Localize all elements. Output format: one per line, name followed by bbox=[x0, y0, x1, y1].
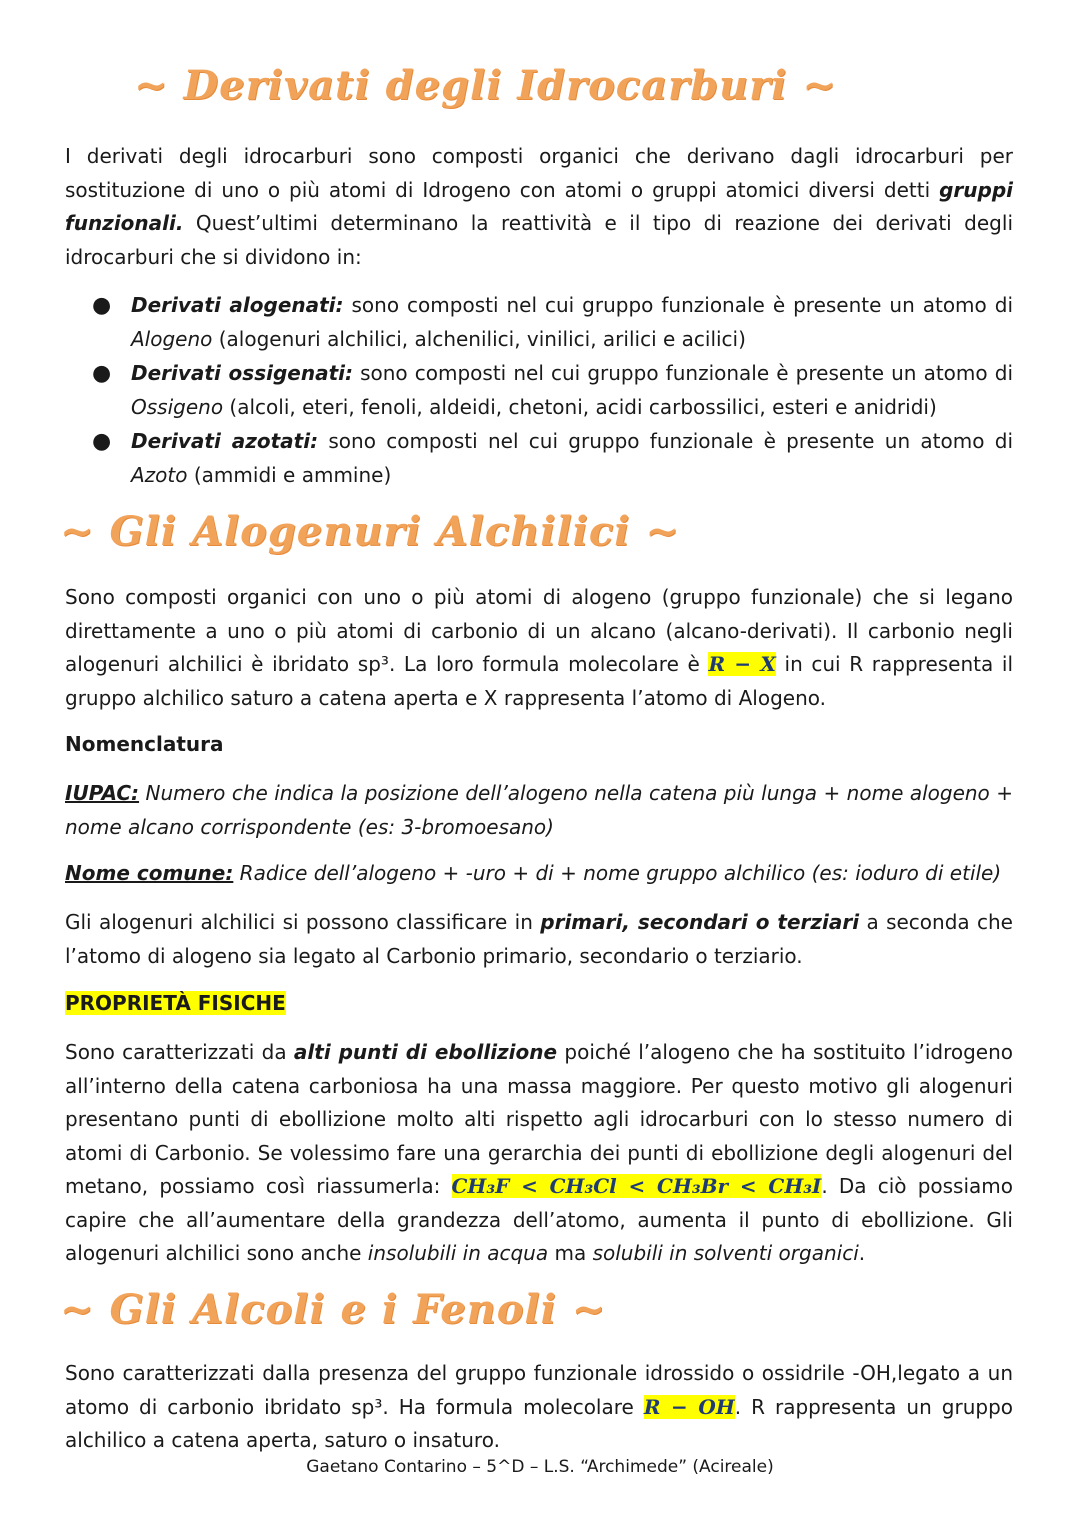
page-footer: Gaetano Contarino – 5^D – L.S. “Archimede” (Acireale) bbox=[306, 1457, 774, 1477]
intro-paragraph: I derivati degli idrocarburi sono composti organici che derivano dagli idrocarburi per sostituzione di uno o più atomi di Idrogeno con atomi o gruppi atomici diversi detti gruppi funzionali. Quest’ultimi determinano la reattività e il tipo di reazione dei derivati degli idrocarburi che si dividono in: bbox=[65, 144, 1013, 269]
bullet-ossigenati: Derivati ossigenati: sono composti nel cui gruppo funzionale è presente un atomo di Ossigeno (alcoli, eteri, fenoli, aldeidi, chetoni, acidi carbossilici, esteri e anidridi) bbox=[131, 361, 1013, 419]
bullet-dot: ● bbox=[92, 361, 112, 386]
alcoli-paragraph: Sono caratterizzati dalla presenza del gruppo funzionale idrossido o ossidrile -OH,legato a un atomo di carbonio ibridato sp³. Ha formula molecolare R − OH. R rappresenta un gruppo alchilico a catena aperta, saturo o insaturo. bbox=[65, 1361, 1013, 1452]
bullet-dot: ● bbox=[92, 293, 112, 318]
section-title-alcoli: ~ Gli Alcoli e i Fenoli ~ bbox=[60, 1286, 607, 1333]
nome-comune-rule: Nome comune: Radice dell’alogeno + -uro + di + nome gruppo alchilico (es: ioduro di etile) bbox=[65, 861, 1002, 885]
classificazione-paragraph: Gli alogenuri alchilici si possono classificare in primari, secondari o terziari a seconda che l’atomo di alogeno sia legato al Carbonio primario, secondario o terziario. bbox=[65, 910, 1013, 968]
section-title-derivati: ~ Derivati degli Idrocarburi ~ bbox=[134, 62, 837, 109]
bullet-azotati: Derivati azotati: sono composti nel cui gruppo funzionale è presente un atomo di Azoto (ammidi e ammine) bbox=[131, 429, 1013, 487]
section-title-alogenuri: ~ Gli Alogenuri Alchilici ~ bbox=[60, 508, 680, 555]
proprieta-paragraph: Sono caratterizzati da alti punti di ebollizione poiché l’alogeno che ha sostituito l’idrogeno all’interno della catena carboniosa ha una massa maggiore. Per questo motivo gli alogenuri presentano punti di ebollizione molto alti rispetto agli idrocarburi con lo stesso numero di atomi di Carbonio. Se volessimo fare una gerarchia dei punti di ebollizione degli alogenuri del metano, possiamo così riassumerla: CH₃F < CH₃Cl < CH₃Br < CH₃I. Da ciò possiamo capire che all’aumentare della grandezza dell’atomo, aumenta il punto di ebollizione. Gli alogenuri alchilici sono anche insolubili in acqua ma solubili in solventi organici. bbox=[65, 1040, 1014, 1265]
iupac-rule: IUPAC: Numero che indica la posizione dell’alogeno nella catena più lunga + nome alogeno + nome alcano corrispondente (es: 3-bromoesano) bbox=[65, 781, 1013, 839]
alogenuri-paragraph: Sono composti organici con uno o più atomi di alogeno (gruppo funzionale) che si legano direttamente a uno o più atomi di carbonio di un alcano (alcano-derivati). Il carbonio negli alogenuri alchilici è ibridato sp³. La loro formula molecolare è R − X in cui R rappresenta il gruppo alchilico saturo a catena aperta e X rappresenta l’atomo di Alogeno. bbox=[65, 585, 1013, 710]
bullet-alogenati: Derivati alogenati: sono composti nel cui gruppo funzionale è presente un atomo di Alogeno (alogenuri alchilici, alchenilici, vinilici, arilici e acilici) bbox=[131, 293, 1013, 351]
nomenclatura-heading: Nomenclatura bbox=[65, 732, 224, 756]
bullet-dot: ● bbox=[92, 429, 112, 454]
proprieta-heading: PROPRIETÀ FISICHE bbox=[65, 991, 286, 1015]
